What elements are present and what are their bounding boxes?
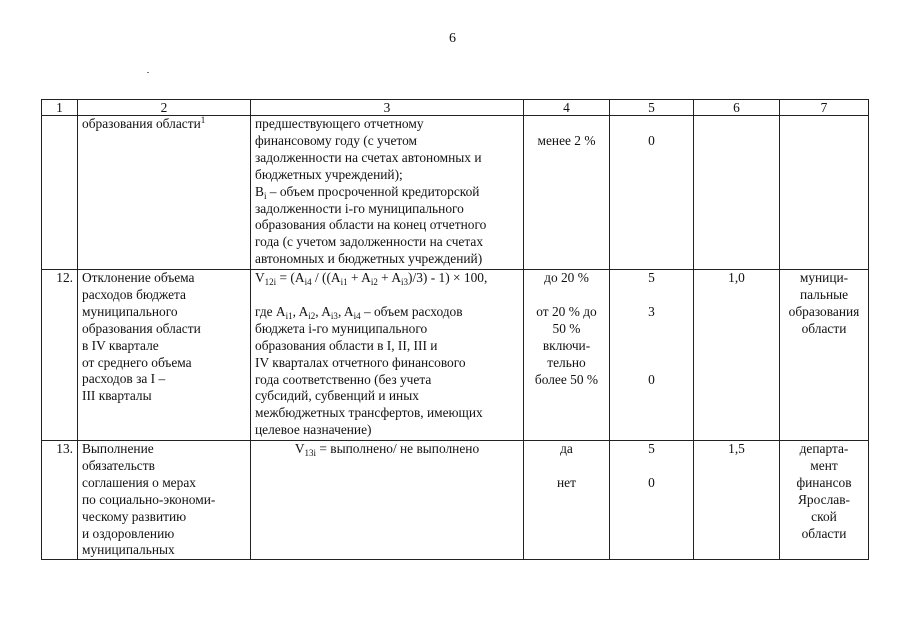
spacer <box>614 338 689 355</box>
score-value: 5 <box>648 441 655 456</box>
text-line: автономных и бюджетных учреждений) <box>255 251 483 267</box>
text-line: бюджетных учреждений); <box>255 166 403 182</box>
var-description: – объем просроченной кредиторской <box>266 183 480 199</box>
text-line: муници- <box>799 270 849 285</box>
formula-part: , A <box>315 303 331 319</box>
score-value: 0 <box>648 133 655 148</box>
table-row <box>42 270 869 441</box>
row-number-cell <box>42 116 78 270</box>
scan-artifact <box>147 72 149 73</box>
formula-subscript: i2 <box>308 310 316 321</box>
weight-cell: 1,5 <box>694 441 780 560</box>
score-cell <box>610 270 694 441</box>
spacer <box>614 321 689 338</box>
indicator-name-cell <box>78 116 251 270</box>
text-line: межбюджетных трансфертов, имеющих <box>255 405 483 421</box>
score-value: 5 <box>648 270 655 285</box>
score-cell <box>610 116 694 270</box>
score-value: 3 <box>648 303 655 319</box>
text-line: целевое назначение) <box>255 422 372 438</box>
formula-part: , A <box>292 303 309 319</box>
text-line <box>255 304 519 321</box>
formula-part: V <box>255 270 265 285</box>
text-line: бюджета i-го муниципального <box>255 320 428 336</box>
text-line: от среднего объема <box>82 354 192 370</box>
text-line: предшествующего отчетному <box>255 116 424 131</box>
var-symbol: B <box>255 183 264 199</box>
spacer <box>528 116 605 133</box>
criterion-value: да <box>560 441 573 456</box>
text-line: соглашения о мерах <box>82 474 196 490</box>
header-cell: 1 <box>42 100 78 116</box>
text-line: ческому развитию <box>82 508 187 524</box>
header-cell: 4 <box>524 100 610 116</box>
formula-part: / ((A <box>311 270 341 285</box>
text-line: года соответственно (без учета <box>255 371 432 387</box>
header-cell: 6 <box>694 100 780 116</box>
criterion-value: тельно <box>547 354 586 370</box>
text-line: по социально-экономи- <box>82 491 216 507</box>
formula-part: , A <box>337 303 354 319</box>
text-line: IV кварталах отчетного финансового <box>255 354 466 370</box>
criterion-value: нет <box>557 474 576 490</box>
text-line: ской <box>811 508 837 524</box>
formula-line <box>255 270 519 287</box>
criterion-value: включи- <box>542 337 591 353</box>
indicator-name-cell <box>78 441 251 560</box>
formula-cell <box>251 441 524 560</box>
text-line: муниципальных <box>82 542 175 558</box>
formula-subscript: i3 <box>401 277 409 287</box>
formula-subscript: i2 <box>370 277 378 287</box>
footnote-marker: 1 <box>200 115 206 125</box>
row-number-cell: 13. <box>42 441 78 560</box>
text-line: Отклонение объема <box>82 270 195 285</box>
header-cell: 7 <box>780 100 869 116</box>
formula-part: )/3) - 1) × 100, <box>408 270 488 285</box>
text-line: области <box>801 525 847 541</box>
indicator-name: образования области <box>82 116 201 131</box>
text-line: года (с учетом задолженности на счетах <box>255 234 484 250</box>
criterion-value: до 20 % <box>544 270 589 285</box>
text-line <box>255 184 519 201</box>
text-line: обязательств <box>82 457 155 473</box>
page-number: 6 <box>449 31 456 46</box>
responsible-cell <box>780 441 869 560</box>
text-line: задолженности i-го муниципального <box>255 200 464 216</box>
formula-subscript: i1 <box>340 277 348 287</box>
formula-part: = (A <box>276 270 305 285</box>
text-line: субсидий, субвенций и иных <box>255 388 419 404</box>
formula-part: где A <box>255 303 286 319</box>
formula-subscript: i4 <box>304 277 312 287</box>
text-line: образования области в I, II, III и <box>255 337 438 353</box>
responsible-cell <box>780 270 869 441</box>
responsible-cell <box>780 116 869 270</box>
formula-cell <box>251 116 524 270</box>
var-subscript: i <box>263 190 267 201</box>
weight-cell: 1,0 <box>694 270 780 441</box>
formula-part: + A <box>347 270 371 285</box>
criterion-value: от 20 % до <box>536 303 597 319</box>
header-cell: 2 <box>78 100 251 116</box>
text-line: расходов бюджета <box>82 286 187 302</box>
text-line: в IV квартале <box>82 337 159 353</box>
formula-part: + A <box>377 270 402 285</box>
criterion-cell <box>524 270 610 441</box>
formula-subscript: i1 <box>285 310 293 321</box>
text-line: финансов <box>796 474 852 490</box>
table-header-row <box>42 100 869 116</box>
text-line: пальные <box>799 286 849 302</box>
text-line: образования <box>788 303 860 319</box>
weight-cell <box>694 116 780 270</box>
text-line: задолженности на счетах автономных и <box>255 149 482 165</box>
formula-subscript: 13i <box>304 448 317 458</box>
table-row <box>42 116 869 270</box>
text-line: муниципального <box>82 303 178 319</box>
criterion-cell <box>524 116 610 270</box>
formula-subscript: 12i <box>264 277 277 287</box>
formula-part: = выполнено/ не выполнено <box>316 441 480 456</box>
header-cell: 3 <box>251 100 524 116</box>
indicator-name-cell <box>78 270 251 441</box>
criterion-value: более 50 % <box>534 371 599 387</box>
text-line: финансовому году (с учетом <box>255 132 417 148</box>
text-line: расходов за I – <box>82 371 166 387</box>
spacer <box>614 355 689 372</box>
spacer <box>614 287 689 304</box>
formula-cell <box>251 270 524 441</box>
text-line: III кварталы <box>82 388 152 404</box>
formula-subscript: i4 <box>353 310 361 321</box>
criteria-table <box>41 99 869 560</box>
table-row <box>42 441 869 560</box>
text-line: Выполнение <box>82 441 154 456</box>
spacer <box>614 458 689 475</box>
text-line: области <box>801 320 847 336</box>
text-line: образования области <box>82 320 201 336</box>
text-line: и оздоровлению <box>82 525 175 541</box>
spacer <box>528 287 605 304</box>
text-line: департа- <box>799 441 849 456</box>
criterion-cell <box>524 441 610 560</box>
text-line: Ярослав- <box>797 491 850 507</box>
spacer <box>255 287 519 304</box>
criterion-value: менее 2 % <box>537 133 596 148</box>
formula-part: V <box>294 441 305 456</box>
text-line: образования области на конец отчетного <box>255 217 487 233</box>
spacer <box>614 116 689 133</box>
formula-subscript: i3 <box>330 310 338 321</box>
text-line: мент <box>810 457 838 473</box>
formula-part: – объем расходов <box>360 303 463 319</box>
header-cell: 5 <box>610 100 694 116</box>
score-cell <box>610 441 694 560</box>
score-value: 0 <box>648 474 655 490</box>
row-number-cell: 12. <box>42 270 78 441</box>
formula-line <box>255 441 519 458</box>
score-value: 0 <box>648 371 655 387</box>
spacer <box>528 458 605 475</box>
criterion-value: 50 % <box>552 320 581 336</box>
